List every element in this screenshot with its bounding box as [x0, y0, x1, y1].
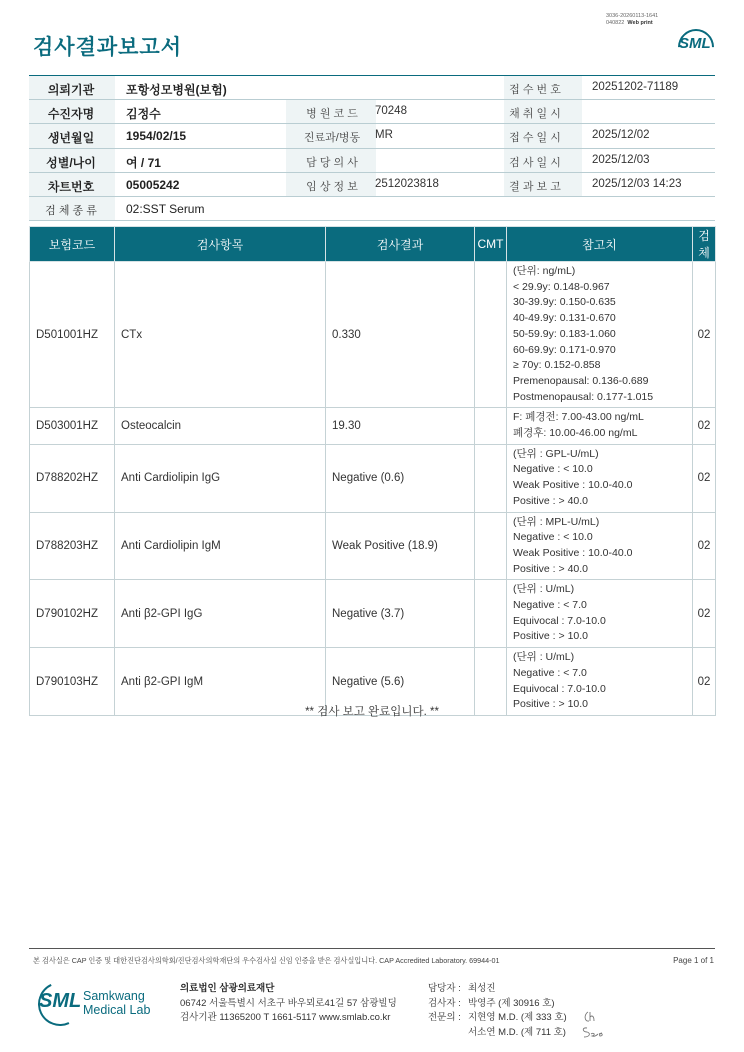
insurance-code: D790102HZ: [30, 580, 115, 648]
info-value: 2025/12/03 14:23: [592, 177, 682, 190]
result-row: [30, 262, 716, 408]
test-result: Negative (3.7): [326, 580, 475, 648]
comment: [475, 580, 507, 648]
footer-logo: [36, 980, 166, 1026]
organization-info: [180, 982, 397, 1026]
patient-info-row: [29, 197, 715, 221]
staff-role: 검사자 :: [428, 997, 461, 1009]
sml-logo: [676, 29, 714, 63]
specimen: 02: [693, 408, 716, 444]
reference-range: (단위 : U/mL) Negative : < 7.0 Equivocal : 7.0-10.0 Positive : > 10.0: [507, 580, 693, 648]
info-label: 임 상 정 보: [306, 180, 358, 193]
info-label: 성별/나이: [46, 155, 96, 170]
info-label: 접 수 일 시: [509, 132, 561, 145]
reference-range: F: 폐경전: 7.00-43.00 ng/mL 폐경후: 10.00-46.00 ng/mL: [507, 408, 693, 444]
insurance-code: D790103HZ: [30, 648, 115, 716]
insurance-code: D788203HZ: [30, 512, 115, 580]
staff-role: 담당자 :: [428, 983, 461, 994]
info-value: 김정수: [126, 107, 161, 122]
test-item: Osteocalcin: [115, 408, 326, 444]
insurance-code: D503001HZ: [30, 408, 115, 444]
patient-info-row: [29, 76, 715, 100]
footer-divider: [29, 948, 715, 949]
test-item: Anti β2-GPI IgG: [115, 580, 326, 648]
col-header-cmt: CMT: [475, 227, 507, 262]
footer-logo-name1: Samkwang: [83, 989, 145, 1003]
web-print-label: Web print: [627, 20, 653, 26]
footer-logo-text: SML: [39, 990, 82, 1012]
test-item: CTx: [115, 262, 326, 408]
print-code-line2: 040822: [606, 20, 625, 26]
print-code: [606, 13, 658, 27]
comment: [475, 444, 507, 512]
info-label: 의뢰기관: [47, 83, 95, 97]
result-row: [30, 580, 716, 648]
info-label: 병 원 코 드: [306, 108, 358, 121]
reference-range: (단위 : MPL-U/mL) Negative : < 10.0 Weak Positive : 10.0-40.0 Positive : > 40.0: [507, 512, 693, 580]
info-label: 차트번호: [47, 179, 95, 194]
test-result: 19.30: [326, 408, 475, 444]
test-item: Anti Cardiolipin IgG: [115, 444, 326, 512]
specimen: 02: [693, 444, 716, 512]
result-row: [30, 444, 716, 512]
col-header-specimen: 검체: [693, 227, 716, 262]
info-label: 생년월일: [47, 131, 95, 146]
test-result: Negative (5.6): [326, 648, 475, 716]
reference-range: (단위: ng/mL) < 29.9y: 0.148-0.967 30-39.9y: 0.150-0.635 40-49.9y: 0.131-0.670 50-59.9y: 0.183-1.060 60-69.9y: 0.171-0.970 ≥ 70y: 0.152-0.858 Premenopausal: 0.136-0.689 Postmenopausal: 0.177-1.015: [507, 262, 693, 408]
page-number: Page 1 of 1: [673, 956, 714, 965]
col-header-item: 검사항목: [115, 227, 326, 262]
comment: [475, 512, 507, 580]
staff-name: 지현영 M.D. (제 333 호): [468, 1012, 567, 1023]
col-header-code: 보험코드: [30, 227, 115, 262]
info-value: 1954/02/15: [126, 129, 187, 144]
patient-info-row: [29, 149, 715, 173]
logo-text: SML: [679, 35, 711, 52]
info-value: 05005242: [126, 177, 180, 192]
specimen: 02: [693, 648, 716, 716]
patient-info-row: [29, 124, 715, 148]
patient-info-table: [29, 75, 715, 221]
signature-icon: [578, 1006, 610, 1040]
info-label: 접 수 번 호: [509, 84, 561, 96]
test-result: Weak Positive (18.9): [326, 512, 475, 580]
info-value: 2512023818: [375, 177, 439, 190]
test-item: Anti Cardiolipin IgM: [115, 512, 326, 580]
staff-name: 박영주 (제 30916 호): [468, 997, 555, 1009]
reference-range: (단위 : U/mL) Negative : < 7.0 Equivocal : 7.0-10.0 Positive : > 10.0: [507, 648, 693, 716]
reference-range: (단위 : GPL-U/mL) Negative : < 10.0 Weak Positive : 10.0-40.0 Positive : > 40.0: [507, 444, 693, 512]
test-result: 0.330: [326, 262, 475, 408]
footer-logo-name2: Medical Lab: [83, 1003, 151, 1017]
results-table: [29, 226, 716, 716]
result-row: [30, 408, 716, 444]
info-value: 여 / 71: [126, 155, 161, 170]
staff-name: 서소연 M.D. (제 711 호): [468, 1026, 566, 1038]
info-value: 70248: [375, 105, 407, 118]
info-value: MR: [375, 129, 393, 142]
info-label: 검 체 종 류: [45, 204, 97, 217]
certification-note: 본 검사실은 CAP 인증 및 대한진단검사의학회/진단검사의학재단의 우수검사실 신임 인증을 받은 검사실입니다. CAP Accredited Laboratory. 69944-01: [33, 956, 500, 965]
test-result: Negative (0.6): [326, 444, 475, 512]
info-label: 검 사 일 시: [509, 156, 561, 169]
insurance-code: D501001HZ: [30, 262, 115, 408]
info-value: 포항성모병원(보험): [126, 83, 227, 97]
org-contact: 검사기관 11365200 T 1661-5117 www.smlab.co.kr: [180, 1012, 391, 1023]
comment: [475, 408, 507, 444]
info-value: 02:SST Serum: [126, 201, 205, 216]
report-title: 검사결과보고서: [33, 36, 183, 59]
info-value: 20251202-71189: [592, 81, 679, 93]
info-label: 결 과 보 고: [509, 180, 561, 193]
completion-message: ** 검사 보고 완료입니다. **: [305, 706, 439, 718]
specimen: 02: [693, 512, 716, 580]
staff-name: 최성진: [468, 983, 496, 994]
comment: [475, 262, 507, 408]
info-value: 2025/12/02: [592, 129, 650, 142]
specimen: 02: [693, 262, 716, 408]
print-code-line1: 3036-20260113-1641: [606, 13, 659, 19]
org-address: 06742 서울특별시 서초구 바우뫼로41길 57 삼광빌딩: [180, 997, 397, 1009]
staff-role: 전문의 :: [428, 1012, 461, 1023]
info-label: 담 당 의 사: [306, 156, 358, 169]
info-value: 2025/12/03: [592, 153, 650, 166]
test-item: Anti β2-GPI IgM: [115, 648, 326, 716]
info-label: 수진자명: [47, 107, 95, 122]
results-header-row: [30, 227, 716, 262]
info-label: 진료과/병동: [303, 132, 361, 145]
insurance-code: D788202HZ: [30, 444, 115, 512]
org-name: 의료법인 삼광의료재단: [180, 983, 275, 994]
patient-info-row: [29, 173, 715, 197]
result-row: [30, 512, 716, 580]
col-header-reference: 참고치: [507, 227, 693, 262]
specimen: 02: [693, 580, 716, 648]
col-header-result: 검사결과: [326, 227, 475, 262]
info-label: 채 취 일 시: [509, 108, 561, 121]
patient-info-row: [29, 100, 715, 124]
